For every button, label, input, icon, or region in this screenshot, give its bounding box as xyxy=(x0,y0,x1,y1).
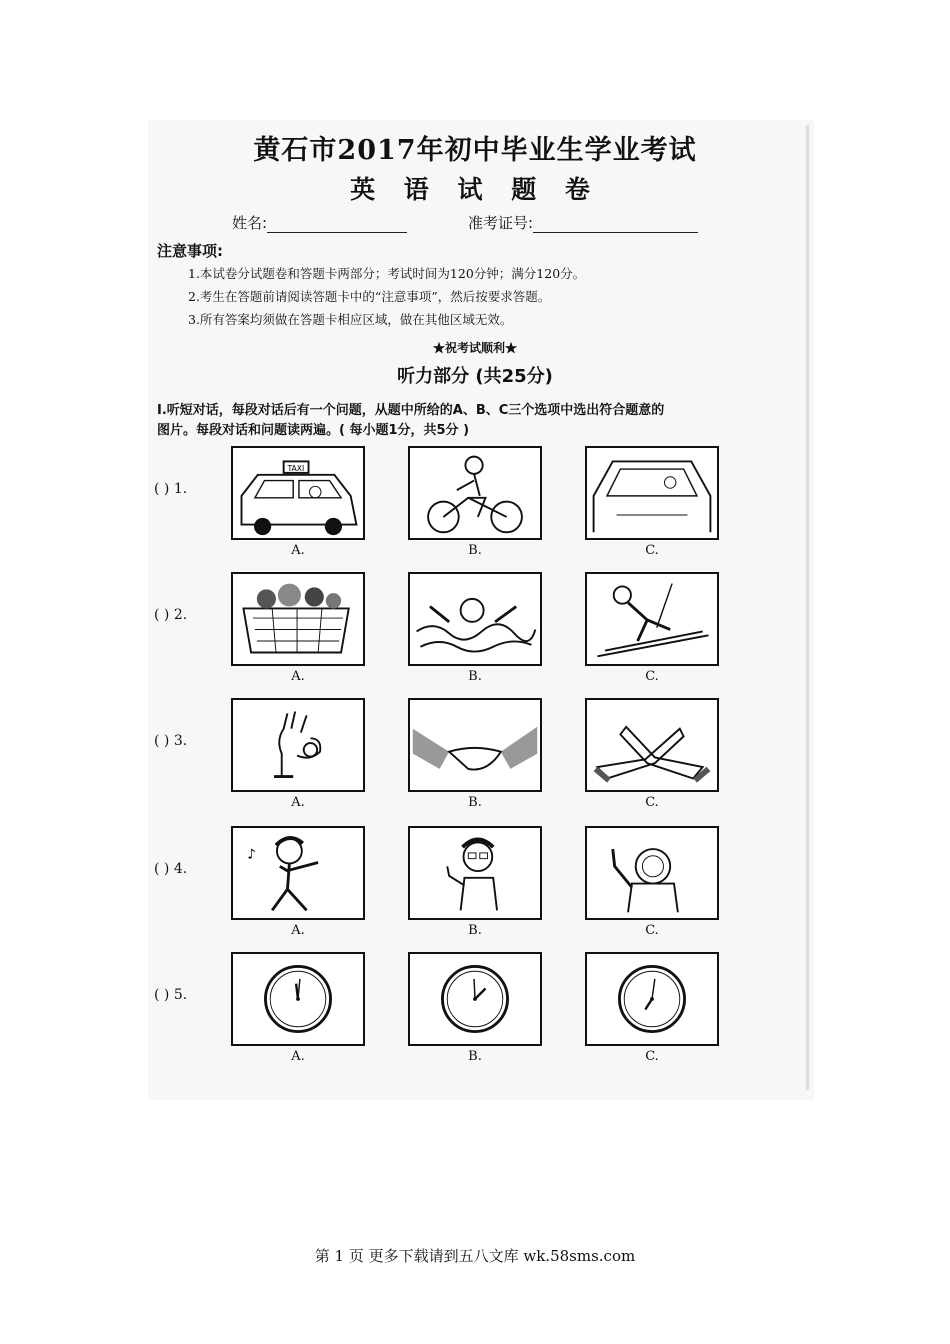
notice-item: 3.所有答案均须做在答题卡相应区域，做在其他区域无效。 xyxy=(188,312,513,327)
option-b-label: B. xyxy=(468,795,482,810)
clock-icon xyxy=(585,952,719,1046)
exam-id-blank xyxy=(533,218,698,233)
option-a-label: A. xyxy=(291,923,305,938)
question-number: ( ) 3. xyxy=(154,733,188,749)
option-a-label: A. xyxy=(291,543,305,558)
notice-item: 1.本试卷分试题卷和答题卡两部分；考试时间为120分钟；满分120分。 xyxy=(188,266,586,281)
name-label: 姓名: xyxy=(232,214,268,232)
bicycle-icon xyxy=(408,446,542,540)
taxi-icon xyxy=(231,446,365,540)
option-b-label: B. xyxy=(468,543,482,558)
exam-subtitle: 英 语 试 题 卷 xyxy=(350,175,600,204)
clock-icon xyxy=(408,952,542,1046)
question-number: ( ) 1. xyxy=(154,481,188,497)
shopping-basket-icon xyxy=(231,572,365,666)
section-title: 听力部分 (共25分) xyxy=(397,366,553,387)
option-b-label: B. xyxy=(468,923,482,938)
question-number: ( ) 4. xyxy=(154,861,188,877)
option-c-label: C. xyxy=(645,923,659,938)
exam-id-field xyxy=(468,212,698,233)
clapping-hands-icon xyxy=(585,698,719,792)
instruction-line: I.听短对话，每段对话后有一个问题，从题中所给的A、B、C三个选项中选出符合题意的 xyxy=(157,403,665,418)
option-c-label: C. xyxy=(645,543,659,558)
car-driver-icon xyxy=(585,446,719,540)
option-c-label: C. xyxy=(645,795,659,810)
scientist-icon xyxy=(408,826,542,920)
question-number: ( ) 5. xyxy=(154,987,188,1003)
option-a-label: A. xyxy=(291,1049,305,1064)
handshake-icon xyxy=(408,698,542,792)
option-c-label: C. xyxy=(645,669,659,684)
singer-icon xyxy=(231,826,365,920)
page-footer: 第 1 页 更多下载请到五八文库 wk.58sms.com xyxy=(314,1247,636,1265)
option-b-label: B. xyxy=(468,669,482,684)
ok-hand-icon xyxy=(231,698,365,792)
swimmer-icon xyxy=(408,572,542,666)
svg-text:♪: ♪ xyxy=(247,847,256,863)
exam-id-label: 准考证号: xyxy=(468,214,534,232)
good-luck-line: ★祝考试顺利★ xyxy=(432,341,517,355)
name-blank xyxy=(267,218,407,233)
notice-item: 2.考生在答题前请阅读答题卡中的“注意事项”，然后按要求答题。 xyxy=(188,289,551,304)
svg-text:TAXI: TAXI xyxy=(287,463,305,473)
question-number: ( ) 2. xyxy=(154,607,188,623)
name-field xyxy=(232,212,407,233)
skier-icon xyxy=(585,572,719,666)
clock-icon xyxy=(231,952,365,1046)
option-a-label: A. xyxy=(291,669,305,684)
notice-heading: 注意事项: xyxy=(157,242,223,260)
scan-edge xyxy=(806,125,809,1090)
option-a-label: A. xyxy=(291,795,305,810)
option-c-label: C. xyxy=(645,1049,659,1064)
astronaut-icon xyxy=(585,826,719,920)
exam-title: 黄石市2017年初中毕业生学业考试 xyxy=(253,135,697,166)
instruction-line: 图片。每段对话和问题读两遍。( 每小题1分，共5分 ) xyxy=(157,423,470,438)
option-b-label: B. xyxy=(468,1049,482,1064)
